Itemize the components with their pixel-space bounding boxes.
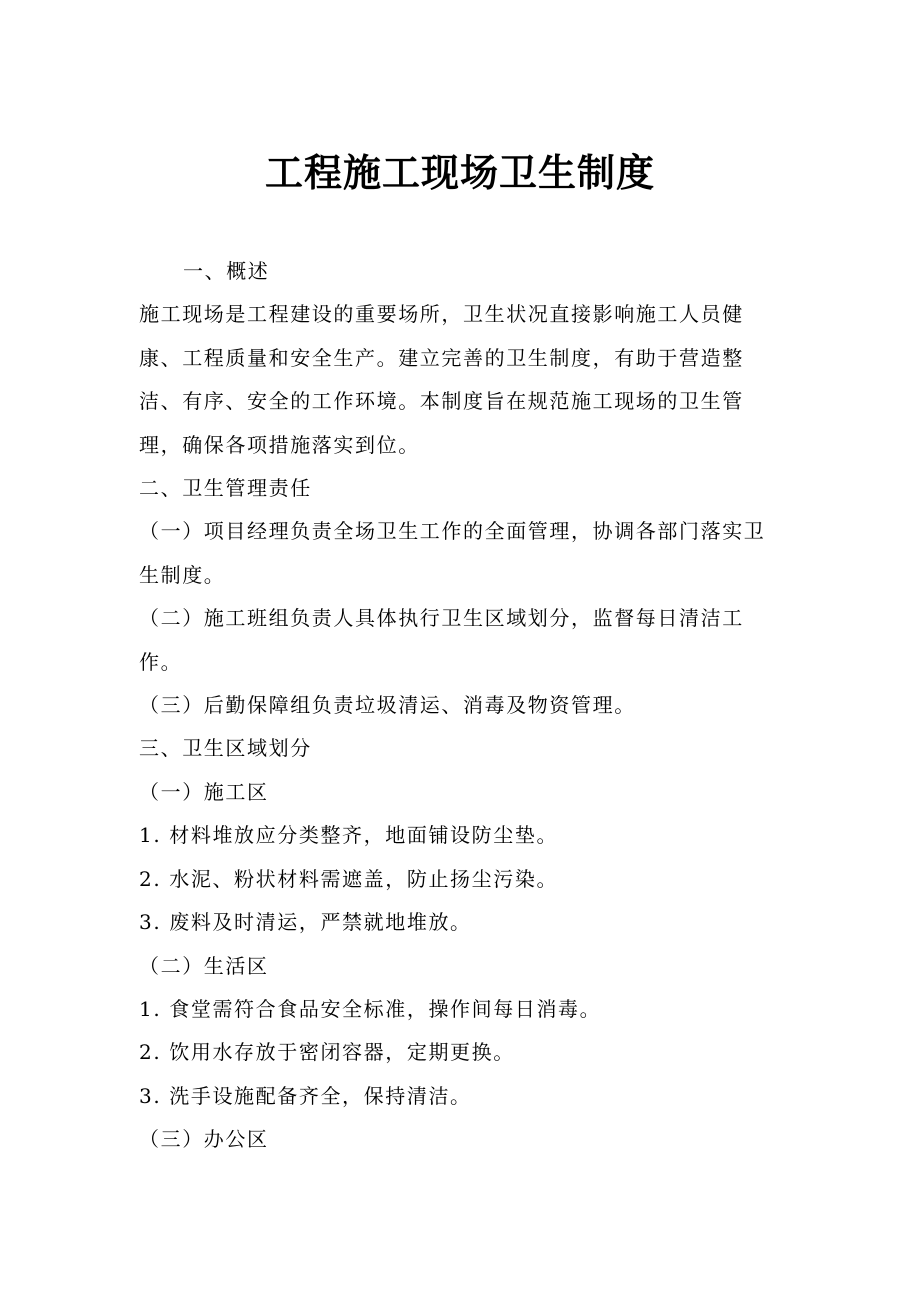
construction-rule-1: 1. 材料堆放应分类整齐，地面铺设防尘垫。 bbox=[139, 823, 559, 848]
document-title: 工程施工现场卫生制度 bbox=[264, 151, 655, 195]
living-rule-3: 3. 洗手设施配备齐全，保持清洁。 bbox=[139, 1083, 472, 1108]
construction-rule-2: 2. 水泥、粉状材料需遮盖，防止扬尘污染。 bbox=[139, 866, 559, 891]
responsibility-item-1: （一）项目经理负责全场卫生工作的全面管理，协调各部门落实卫生制度。 bbox=[139, 519, 766, 587]
construction-rule-3: 3. 废料及时清运，严禁就地堆放。 bbox=[139, 910, 472, 935]
overview-paragraph: 施工现场是工程建设的重要场所，卫生状况直接影响施工人员健康、工程质量和安全生产。建立完善的卫生制度，有助于营造整洁、有序、安全的工作环境。本制度旨在规范施工现场的卫生管理，确保各项措施落实到位。 bbox=[139, 302, 744, 457]
living-rule-1: 1. 食堂需符合食品安全标准，操作间每日消毒。 bbox=[139, 996, 602, 1021]
subsection-living-area: （二）生活区 bbox=[139, 953, 269, 978]
responsibility-item-3: （三）后勤保障组负责垃圾清运、消毒及物资管理。 bbox=[139, 693, 636, 718]
subsection-construction-area: （一）施工区 bbox=[139, 779, 269, 804]
responsibility-item-2: （二）施工班组负责人具体执行卫生区域划分，监督每日清洁工作。 bbox=[139, 606, 744, 674]
section-heading-overview: 一、概述 bbox=[183, 259, 270, 283]
subsection-office-area: （三）办公区 bbox=[139, 1127, 269, 1152]
section-heading-responsibility: 二、卫生管理责任 bbox=[139, 476, 312, 501]
document-body bbox=[139, 250, 779, 1162]
section-heading-areas: 三、卫生区域划分 bbox=[139, 736, 312, 761]
living-rule-2: 2. 饮用水存放于密闭容器，定期更换。 bbox=[139, 1040, 515, 1065]
